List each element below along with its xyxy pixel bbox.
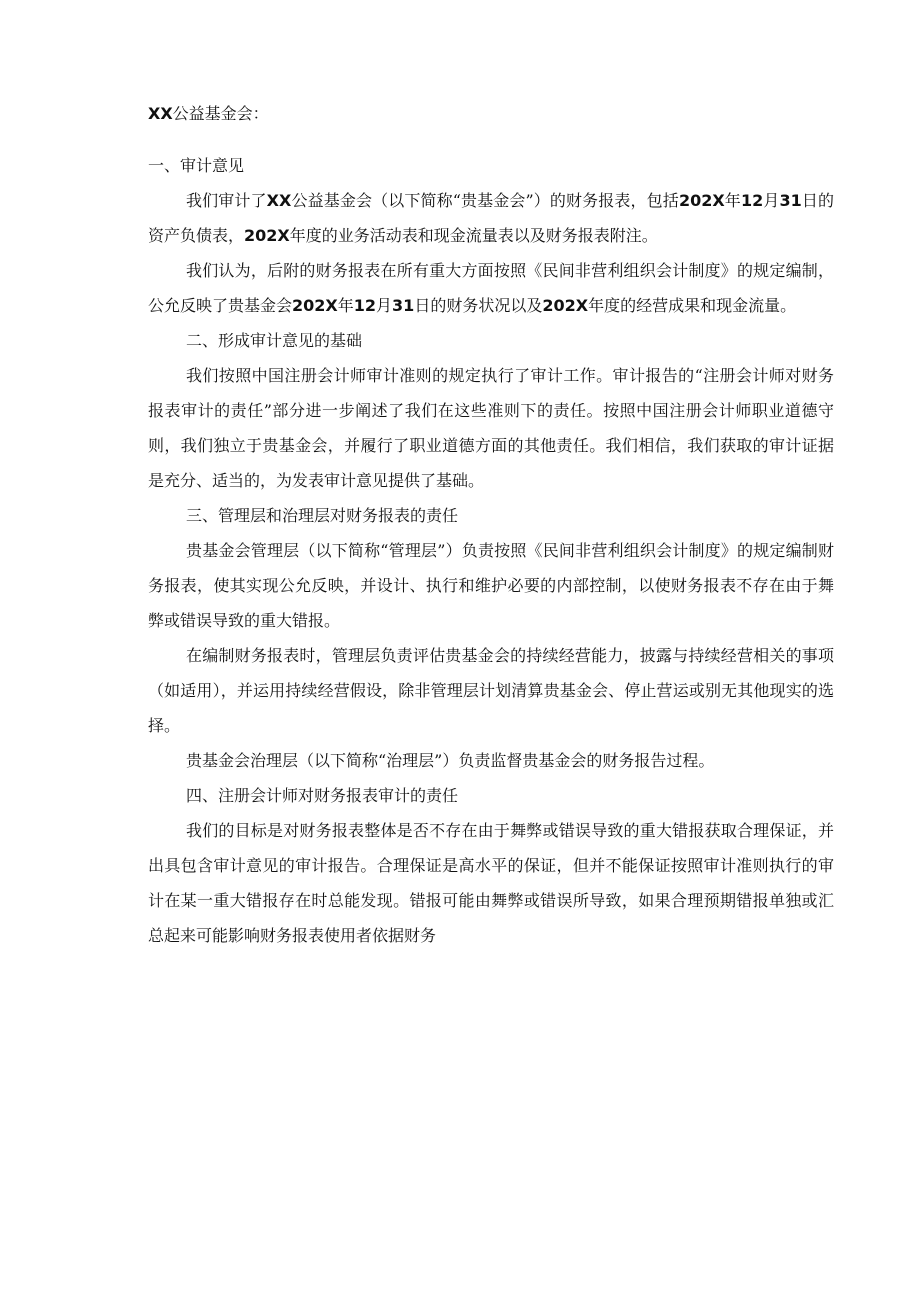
- salutation: [148, 96, 834, 131]
- section-heading-auditor-responsibility: 四、注册会计师对财务报表审计的责任: [186, 786, 459, 805]
- bold-run: XX: [266, 191, 292, 210]
- bold-run: 31: [779, 191, 802, 210]
- bold-run: 12: [353, 296, 377, 315]
- section-heading-audit-opinion: 一、审计意见: [148, 156, 245, 175]
- paragraph-going-concern: 在编制财务报表时，管理层负责评估贵基金会的持续经营能力，披露与持续经营相关的事项（如适用），并运用持续经营假设，除非管理层计划清算贵基金会、停止营运或别无其他现实的选择。: [148, 646, 834, 735]
- salutation-text: 公益基金会：: [172, 104, 269, 123]
- bold-run: 31: [392, 296, 415, 315]
- text-run: 我们认为，后附的财务报表在所有重大方面按照《民间非营利组织会计制度》的规定编制，公允反映了贵基金会: [148, 261, 834, 315]
- paragraph-opinion: [148, 253, 834, 323]
- text-run: 月: [763, 191, 780, 210]
- text-run: 月: [376, 296, 393, 315]
- paragraph-auditor-objective: 我们的目标是对财务报表整体是否不存在由于舞弊或错误导致的重大错报获取合理保证，并出具包含审计意见的审计报告。合理保证是高水平的保证，但并不能保证按照审计准则执行的审计在某一重大错报存在时总能发现。错报可能由舞弊或错误所导致，如果合理预期错报单独或汇总起来可能影响财务报表使用者依据财务: [148, 821, 834, 945]
- bold-run: 202X: [542, 296, 589, 315]
- text-run: 年度的业务活动表和现金流量表以及财务报表附注。: [289, 226, 658, 245]
- paragraph-management-responsibility: 贵基金会管理层（以下简称“管理层”）负责按照《民间非营利组织会计制度》的规定编制财务报表，使其实现公允反映，并设计、执行和维护必要的内部控制，以使财务报表不存在由于舞弊或错误导致的重大错报。: [148, 541, 834, 630]
- bold-run: 202X: [292, 296, 338, 315]
- document-body: [148, 96, 834, 953]
- salutation-org-code: XX: [148, 104, 173, 123]
- bold-run: 12: [740, 191, 764, 210]
- bold-run: 202X: [678, 191, 725, 210]
- text-run: 年: [337, 296, 354, 315]
- text-run: 我们审计了: [186, 191, 267, 210]
- section-heading-basis: 二、形成审计意见的基础: [186, 331, 363, 350]
- text-run: 年: [724, 191, 741, 210]
- text-run: 日的财务状况以及: [414, 296, 543, 315]
- text-run: 公益基金会（以下简称“贵基金会”）的财务报表，包括: [291, 191, 679, 210]
- text-run: 年度的经营成果和现金流量。: [588, 296, 797, 315]
- bold-run: 202X: [244, 226, 290, 245]
- section-heading-management-responsibility: 三、管理层和治理层对财务报表的责任: [186, 506, 459, 525]
- paragraph-audit-scope: [148, 183, 834, 253]
- paragraph-governance: 贵基金会治理层（以下简称“治理层”）负责监督贵基金会的财务报告过程。: [186, 751, 715, 770]
- paragraph-basis: 我们按照中国注册会计师审计准则的规定执行了审计工作。审计报告的“注册会计师对财务报表审计的责任”部分进一步阐述了我们在这些准则下的责任。按照中国注册会计师职业道德守则，我们独立于贵基金会，并履行了职业道德方面的其他责任。我们相信，我们获取的审计证据是充分、适当的，为发表审计意见提供了基础。: [148, 366, 834, 490]
- text-run: 日的资产负债表，: [148, 191, 834, 245]
